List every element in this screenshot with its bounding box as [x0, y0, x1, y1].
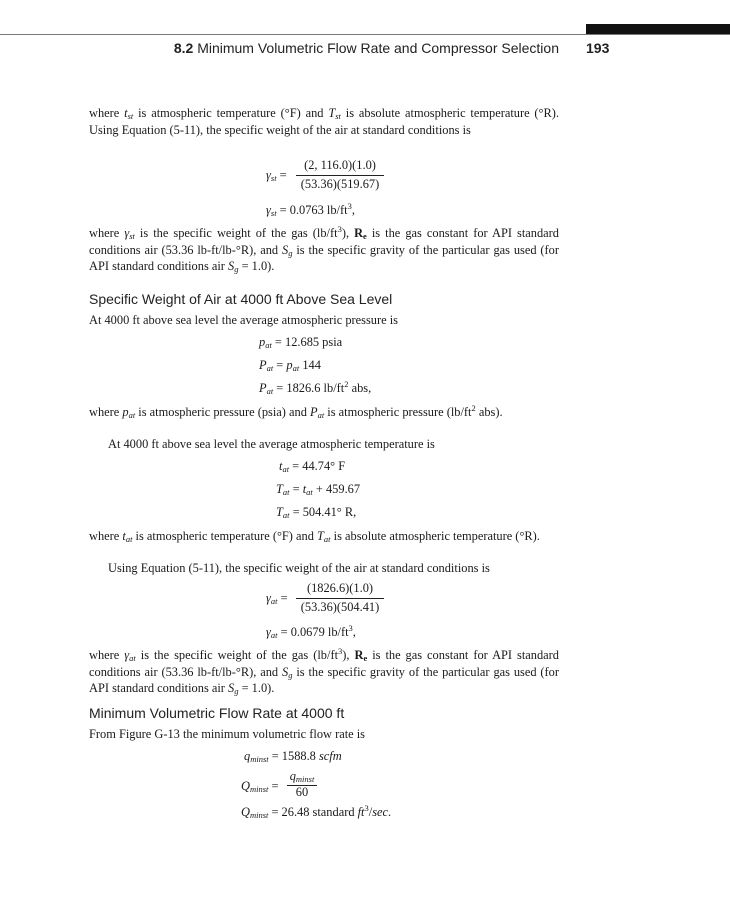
section-title: Minimum Volumetric Flow Rate and Compressor Selection	[197, 40, 559, 56]
paragraph-3: At 4000 ft above sea level the average atmospheric pressure is	[89, 313, 398, 327]
eq5-denominator: 60	[295, 785, 309, 799]
heading-min-flow-4000ft: Minimum Volumetric Flow Rate at 4000 ft	[89, 705, 345, 721]
eq2-line1: $p_{at} = 12.685$ psia	[259, 335, 343, 350]
eq4-numerator: (1826.6)(1.0)	[306, 581, 374, 595]
paragraph-8: where $\gamma_{at}$ is the specific weight of the gas $(lb/ft^3)$, $R_e$ is the gas constant for API standard conditions air (53.36 lb-ft/lb-°R), and $S_g$ is the specific gravity of the particular gas used (for API standard conditions air $S_g = 1.0$).	[89, 646, 560, 696]
paragraph-6: where $t_{at}$ is atmospheric temperature (°F) and $T_{at}$ is absolute atmospheric temperature (°R).	[89, 529, 540, 544]
paragraph-9: From Figure G-13 the minimum volumetric flow rate is	[89, 727, 365, 741]
fraction-bar	[296, 598, 384, 599]
paragraph-7: Using Equation (5-11), the specific weight of the air at standard conditions is	[108, 561, 490, 575]
heading-specific-weight-4000ft: Specific Weight of Air at 4000 ft Above Sea Level	[89, 291, 393, 307]
eq3-line2: $T_{at} = t_{at} + 459.67$	[276, 482, 361, 497]
eq5-line1: $q_{minst} = 1588.8$ scfm	[244, 749, 342, 764]
eq1-numerator: (2, 116.0)(1.0)	[304, 158, 376, 172]
section-heading	[174, 40, 559, 56]
fraction-bar	[296, 175, 384, 176]
eq4-denominator: (53.36)(504.41)	[300, 600, 380, 614]
page-corner-bar	[586, 24, 730, 34]
paragraph-5: At 4000 ft above sea level the average atmospheric temperature is	[108, 437, 435, 451]
paragraph-4: where $p_{at}$ is atmospheric pressure (psia) and $P_{at}$ is atmospheric pressure ($lb/ft^2$ abs).	[89, 403, 503, 420]
eq4-result: $\gamma_{at} = 0.0679$ $lb/ft^3$,	[266, 623, 356, 640]
page-number: 193	[586, 40, 610, 56]
running-header	[0, 40, 730, 60]
eq3-line1: $t_{at} = 44.74^\circ$ F	[279, 459, 346, 474]
header-rule	[0, 34, 730, 35]
eq1-result: $\gamma_{st} = 0.0763$ $lb/ft^3$,	[266, 201, 355, 218]
paragraph-1: where $t_{st}$ is atmospheric temperature (°F) and $T_{st}$ is absolute atmospheric temperature (°R). Using Equation (5-11), the specific weight of the air at standard conditions is	[89, 106, 559, 137]
eq2-line3: $P_{at} = 1826.6$ $lb/ft^2$ abs,	[259, 379, 372, 396]
section-number: 8.2	[173, 40, 194, 56]
paragraph-2: where $\gamma_{st}$ is the specific weight of the gas $(lb/ft^3)$, $R_e$ is the gas constant for API standard conditions air (53.36 lb-ft/lb-°R), and $S_g$ is the specific gravity of the particular gas used (for API standard conditions air $S_g = 1.0$).	[89, 224, 560, 274]
eq1-denominator: (53.36)(519.67)	[300, 177, 380, 191]
eq5-line3: $Q_{minst} = 26.48$ standard $ft^3/\sec$.	[241, 803, 392, 820]
eq3-line3: $T_{at} = 504.41^\circ$ R,	[276, 505, 357, 520]
eq2-line2: $P_{at} = p_{at}$ 144	[259, 358, 321, 373]
